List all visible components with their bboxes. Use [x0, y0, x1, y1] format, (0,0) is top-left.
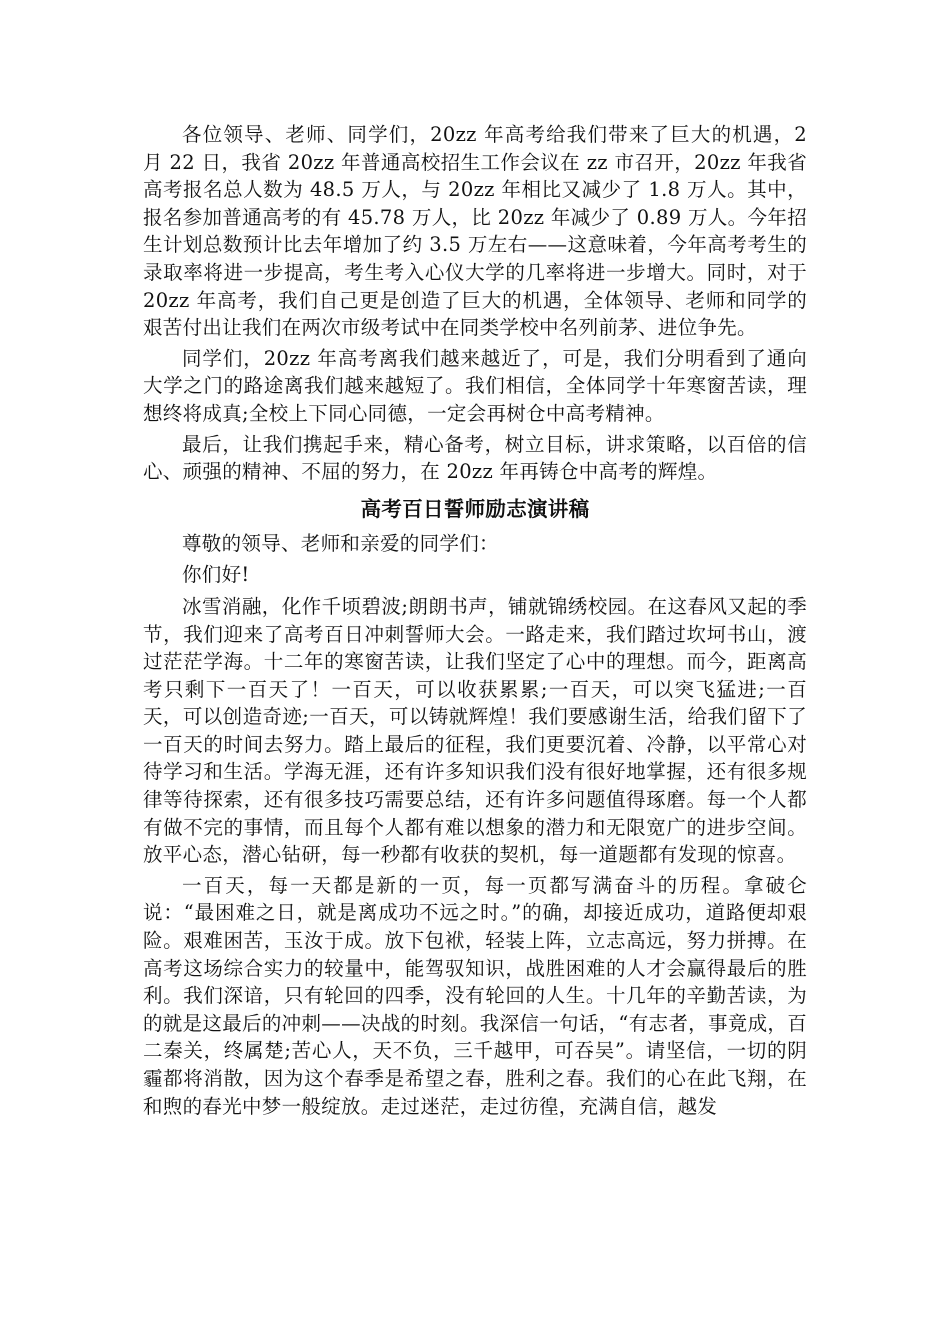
- speech-greeting: 你们好!: [182, 563, 250, 587]
- intro-paragraph-3: 最后，让我们携起手来，精心备考，树立目标，讲求策略，以百倍的信心、顽强的精神、不屈的努力，在 20zz 年再铸仓中高考的辉煌。: [143, 432, 807, 484]
- speech-paragraph-1: 冰雪消融，化作千顷碧波;朗朗书声，铺就锦绣校园。在这春风又起的季节，我们迎来了高考百日冲刺誓师大会。一路走来，我们踏过坎坷书山，渡过茫茫学海。十二年的寒窗苦读，让我们坚定了心中的理想。而今，距离高考只剩下一百天了！一百天，可以收获累累;一百天，可以突飞猛进;一百天，可以创造奇迹;一百天，可以铸就辉煌！我们要感谢生活，给我们留下了一百天的时间去努力。踏上最后的征程，我们更要沉着、冷静，以平常心对待学习和生活。学海无涯，还有许多知识我们没有很好地掌握，还有很多规律等待探索，还有很多技巧需要总结，还有许多问题值得琢磨。每一个人都有做不完的事情，而且每个人都有难以想象的潜力和无限宽广的进步空间。放平心态，潜心钻研，每一秒都有收获的契机，每一道题都有发现的惊喜。: [143, 594, 807, 867]
- document-page: [143, 121, 807, 1123]
- intro-paragraph-1: 各位领导、老师、同学们，20zz 年高考给我们带来了巨大的机遇，2 月 22 日，我省 20zz 年普通高校招生工作会议在 zz 市召开，20zz 年我省高考报名总人数为 48.5 万人，与 20zz 年相比又减少了 1.8 万人。其中，报名参加普通高考的有 45.78 万人，比 20zz 年减少了 0.89 万人。今年招生计划总数预计比去年增加了约 3.5 万左右——这意味着，今年高考考生的录取率将进一步提高，考生考入心仪大学的几率将进一步增大。同时，对于 20zz 年高考，我们自己更是创造了巨大的机遇，全体领导、老师和同学的艰苦付出让我们在两次市级考试中在同类学校中名列前茅、进位争先。: [143, 123, 807, 340]
- speech-paragraph-2: 一百天，每一天都是新的一页，每一页都写满奋斗的历程。拿破仑说：“最困难之日，就是离成功不远之时。”的确，却接近成功，道路便却艰险。艰难困苦，玉汝于成。放下包袱，轻装上阵，立志高远，努力拼搏。在高考这场综合实力的较量中，能驾驭知识，战胜困难的人才会赢得最后的胜利。我们深谙，只有轮回的四季，没有轮回的人生。十几年的辛勤苦读，为的就是这最后的冲刺——决战的时刻。我深信一句话，“有志者，事竟成，百二秦关，终属楚;苦心人，天不负，三千越甲，可吞吴”。请坚信，一切的阴霾都将消散，因为这个春季是希望之春，胜利之春。我们的心在此飞翔，在和煦的春光中梦一般绽放。走过迷茫，走过彷徨，充满自信，越发: [143, 873, 807, 1118]
- intro-paragraph-2: 同学们，20zz 年高考离我们越来越近了，可是，我们分明看到了通向大学之门的路途离我们越来越短了。我们相信，全体同学十年寒窗苦读，理想终将成真;全校上下同心同德，一定会再树仓中高考精神。: [143, 346, 807, 425]
- speech-title: 高考百日誓师励志演讲稿: [360, 496, 590, 521]
- speech-salutation: 尊敬的领导、老师和亲爱的同学们：: [182, 531, 499, 555]
